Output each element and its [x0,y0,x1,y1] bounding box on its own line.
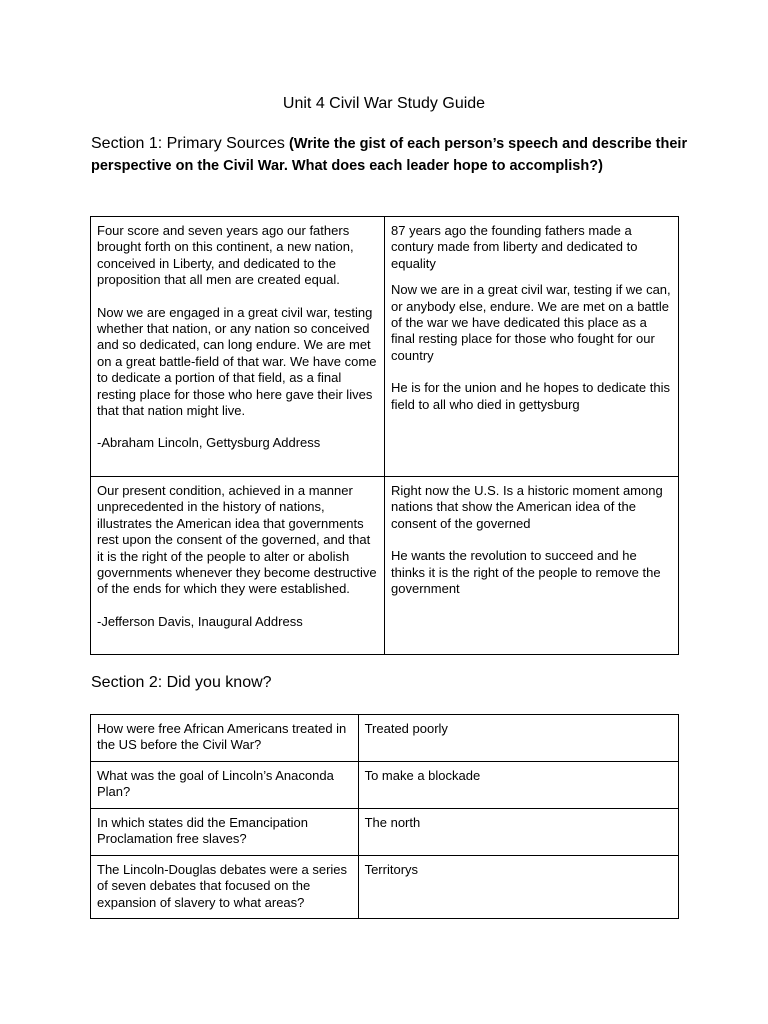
table-row [91,715,679,762]
answer-paragraph: Right now the U.S. Is a historic moment among nations that show the American idea of the consent of the governed [391,483,663,531]
section1-instructions: (Write the gist of each person’s speech and describe their perspective on the Civil War. What does each leader hope to accomplish?) [91,136,688,174]
answer-cell[interactable]: The north [358,809,678,856]
student-answer-cell[interactable] [385,477,679,655]
table-row [91,856,679,919]
table-row [91,477,679,655]
table-row [91,217,679,477]
section1-heading-block [91,133,691,177]
answer-paragraph: 87 years ago the founding fathers made a contury made from liberty and dedicated to equality [391,223,638,271]
student-answer-cell[interactable] [385,217,679,477]
section1-heading: Section 1: Primary Sources [91,135,285,152]
page-title: Unit 4 Civil War Study Guide [282,95,486,112]
answer-paragraph: He wants the revolution to succeed and he thinks it is the right of the people to remove the government [391,548,661,597]
answer-cell[interactable]: Treated poorly [358,715,678,762]
answer-cell[interactable]: To make a blockade [358,762,678,809]
source-quote-cell [91,217,385,477]
primary-sources-table [90,216,679,655]
did-you-know-table [90,714,679,919]
quote-attribution: -Abraham Lincoln, Gettysburg Address [97,435,321,451]
question-cell: The Lincoln-Douglas debates were a series of seven debates that focused on the expansion of slavery to what areas? [91,856,359,919]
answer-paragraph: He is for the union and he hopes to dedicate this field to all who died in gettysburg [391,380,670,412]
quote-paragraph: Now we are engaged in a great civil war, testing whether that nation, or any nation so conceived and so dedicated, can long endure. We are met on a great battle-field of that war. We have come to dedicate a portion of that field, as a final resting place for those who here gave their lives that that nation might live. [97,304,377,419]
quote-paragraph: Four score and seven years ago our fathers brought forth on this continent, a new nation, conceived in Liberty, and dedicated to the proposition that all men are created equal. [97,223,354,288]
answer-cell[interactable]: Territorys [358,856,678,919]
question-cell: What was the goal of Lincoln’s Anaconda Plan? [91,762,359,809]
source-quote-cell [91,477,385,655]
section2-heading: Section 2: Did you know? [91,674,272,691]
question-cell: In which states did the Emancipation Proclamation free slaves? [91,809,359,856]
table-row [91,809,679,856]
question-cell: How were free African Americans treated in the US before the Civil War? [91,715,359,762]
quote-paragraph: Our present condition, achieved in a manner unprecedented in the history of nations, illustrates the American idea that governments rest upon the consent of the governed, and that it is the right of the people to alter or abolish governments whenever they become destructive of the ends for which they were established. [97,483,377,597]
answer-paragraph: Now we are in a great civil war, testing if we can, or anybody else, endure. We are met on a battle of the war we have dedicated this place as a final resting place for those who fought for our country [391,282,671,363]
quote-attribution: -Jefferson Davis, Inaugural Address [97,613,303,629]
table-row [91,762,679,809]
